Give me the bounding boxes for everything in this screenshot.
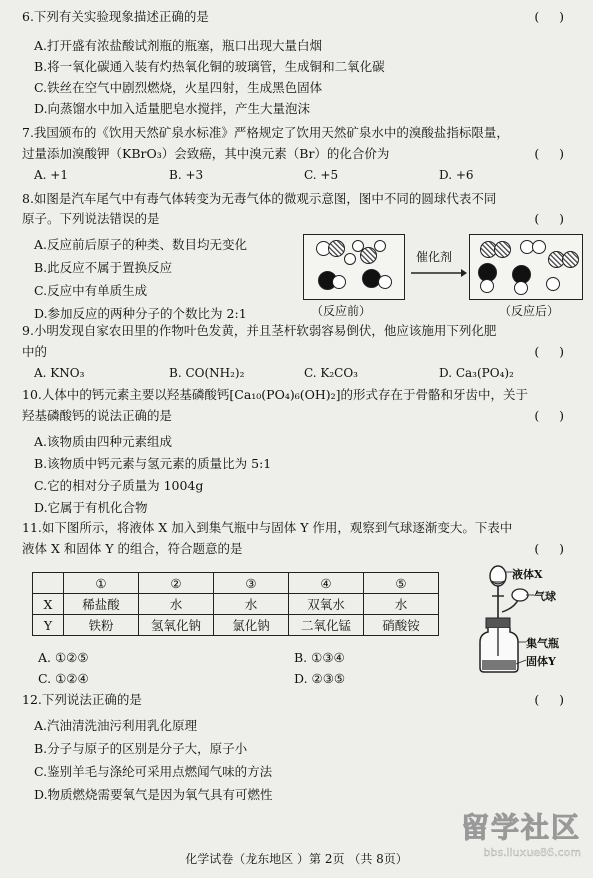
q7-options: [34, 168, 474, 182]
table-cell: ②: [139, 573, 214, 594]
table-cell: Y: [33, 615, 64, 636]
table-cell: 硝酸铵: [364, 615, 439, 636]
table-cell: 氯化钠: [214, 615, 289, 636]
q11-table: [32, 572, 439, 636]
q12-stem: 12.下列说法正确的是 ( ): [22, 692, 564, 707]
atom-white: [374, 240, 386, 252]
q12-option-a: A.汽油清洗油污利用乳化原理: [34, 718, 198, 733]
table-cell: 水: [139, 594, 214, 615]
q9-option-d: D. Ca₃(PO₄)₂: [439, 366, 514, 380]
q7-option-c: C. +5: [304, 168, 339, 182]
q9-stem-line2: 中的 ( ): [22, 344, 564, 359]
q10-option-b: B.该物质中钙元素与氢元素的质量比为 5:1: [34, 456, 272, 471]
table-row: [33, 615, 439, 636]
after-box: [469, 234, 583, 300]
q10-option-a: A.该物质由四种元素组成: [34, 434, 173, 449]
catalyst-label: 催化剂: [416, 250, 453, 264]
atom-white: [378, 275, 392, 289]
q7-stem-line2: 过量添加溴酸钾（KBrO₃）会致癌，其中溴元素（Br）的化合价为 ( ): [22, 146, 564, 161]
q6-option-c: C.铁丝在空气中剧烈燃烧，火星四射，生成黑色固体: [34, 80, 323, 95]
atom-white: [532, 240, 546, 254]
after-label: （反应后）: [499, 304, 560, 318]
table-cell: ③: [214, 573, 289, 594]
q12-option-d: D.物质燃烧需要氧气是因为氧气具有可燃性: [34, 787, 273, 802]
table-cell: 水: [214, 594, 289, 615]
table-cell: 铁粉: [64, 615, 139, 636]
q9-option-c: C. K₂CO₃: [304, 366, 358, 380]
atom-white: [344, 253, 356, 265]
table-cell: ④: [289, 573, 364, 594]
q6-option-d: D.向蒸馏水中加入适量肥皂水搅拌，产生大量泡沫: [34, 101, 311, 116]
q6-answer-blank: ( ): [534, 9, 564, 24]
q11-option-a: A. ①②⑤: [38, 650, 89, 665]
q7-option-a: A. +1: [34, 168, 68, 182]
q9-option-a: A. KNO₃: [34, 366, 85, 380]
table-cell: ①: [64, 573, 139, 594]
q8-answer-blank: ( ): [534, 211, 564, 226]
q11-option-c: C. ①②④: [38, 671, 89, 686]
bottle-label: 集气瓶: [526, 637, 559, 650]
table-cell: 稀盐酸: [64, 594, 139, 615]
page-footer: 化学试卷（龙东地区 ）第 2页 （共 8页）: [185, 852, 408, 866]
table-cell: 水: [364, 594, 439, 615]
reaction-arrow: [409, 268, 469, 278]
q10-option-d: D.它属于有机化合物: [34, 500, 148, 515]
watermark: [461, 806, 581, 859]
q10-answer-blank: ( ): [534, 408, 564, 423]
q11-option-b: B. ①③④: [294, 650, 345, 665]
atom-white: [480, 279, 494, 293]
q6-option-b: B.将一氧化碳通入装有灼热氧化铜的玻璃管，生成铜和二氧化碳: [34, 59, 385, 74]
q12-answer-blank: ( ): [534, 692, 564, 707]
table-cell: 二氧化锰: [289, 615, 364, 636]
table-header-row: [33, 573, 439, 594]
q12-option-c: C.鉴别羊毛与涤纶可采用点燃闻气味的方法: [34, 764, 273, 779]
watermark-brand: 留学社区: [460, 811, 581, 844]
before-box: [303, 234, 405, 300]
q9-stem-line1: 9.小明发现自家农田里的作物叶色发黄，并且茎杆软弱容易倒伏，他应该施用下列化肥: [22, 323, 497, 338]
table-row: [33, 594, 439, 615]
q9-answer-blank: ( ): [534, 344, 564, 359]
table-cell: ⑤: [364, 573, 439, 594]
watermark-url: bbs.liuxue86.com: [483, 846, 581, 859]
q12-option-b: B.分子与原子的区别是分子大，原子小: [34, 741, 248, 756]
gas-bottle-apparatus: [468, 560, 588, 675]
q8-stem-line1: 8.如图是汽车尾气中有毒气体转变为无毒气体的微观示意图，图中不同的圆球代表不同: [22, 191, 497, 206]
q9-option-b: B. CO(NH₂)₂: [169, 366, 245, 380]
q8-option-d: D.参加反应的两种分子的个数比为 2:1: [34, 306, 247, 321]
q7-option-d: D. +6: [439, 168, 474, 182]
q10-option-c: C.它的相对分子质量为 1004g: [34, 478, 204, 493]
q6-stem: 6.下列有关实验现象描述正确的是 ( ): [22, 9, 564, 24]
table-cell: 双氧水: [289, 594, 364, 615]
q8-option-a: A.反应前后原子的种类、数目均无变化: [34, 237, 248, 252]
q7-option-b: B. +3: [169, 168, 204, 182]
q7-stem-line1: 7.我国颁布的《饮用天然矿泉水标准》严格规定了饮用天然矿泉水中的溴酸盐指标限量，: [22, 125, 509, 140]
atom-striped: [328, 240, 345, 257]
before-label: （反应前）: [311, 304, 372, 318]
q7-answer-blank: ( ): [534, 146, 564, 161]
q11-option-d: D. ②③⑤: [294, 671, 346, 686]
balloon-label: 气球: [534, 590, 556, 603]
q8-option-c: C.反应中有单质生成: [34, 283, 148, 298]
liquid-x-label: 液体X: [512, 568, 543, 581]
reaction-diagram: [303, 234, 585, 320]
solid-y-label: 固体Y: [526, 655, 556, 668]
q8-stem-line2: 原子。下列说法错误的是 ( ): [22, 211, 564, 226]
q9-options: [34, 366, 514, 380]
q8-option-b: B.此反应不属于置换反应: [34, 260, 173, 275]
q6-option-a: A.打开盛有浓盐酸试剂瓶的瓶塞，瓶口出现大量白烟: [34, 38, 323, 53]
atom-striped: [494, 241, 511, 258]
table-cell: [33, 573, 64, 594]
q11-answer-blank: ( ): [534, 541, 564, 556]
q10-stem-line1: 10.人体中的钙元素主要以羟基磷酸钙[Ca₁₀(PO₄)₆(OH)₂]的形式存在于骨骼和牙齿中，关于: [22, 387, 529, 402]
atom-white: [514, 281, 528, 295]
atom-white: [546, 277, 560, 291]
q11-stem-line1: 11.如下图所示，将液体 X 加入到集气瓶中与固体 Y 作用，观察到气球逐渐变大。下表中: [22, 520, 513, 535]
atom-striped: [562, 251, 579, 268]
atom-white: [332, 275, 346, 289]
q11-stem-line2: 液体 X 和固体 Y 的组合，符合题意的是 ( ): [22, 541, 564, 556]
table-cell: 氢氧化钠: [139, 615, 214, 636]
table-cell: X: [33, 594, 64, 615]
q10-stem-line2: 羟基磷酸钙的说法正确的是 ( ): [22, 408, 564, 423]
